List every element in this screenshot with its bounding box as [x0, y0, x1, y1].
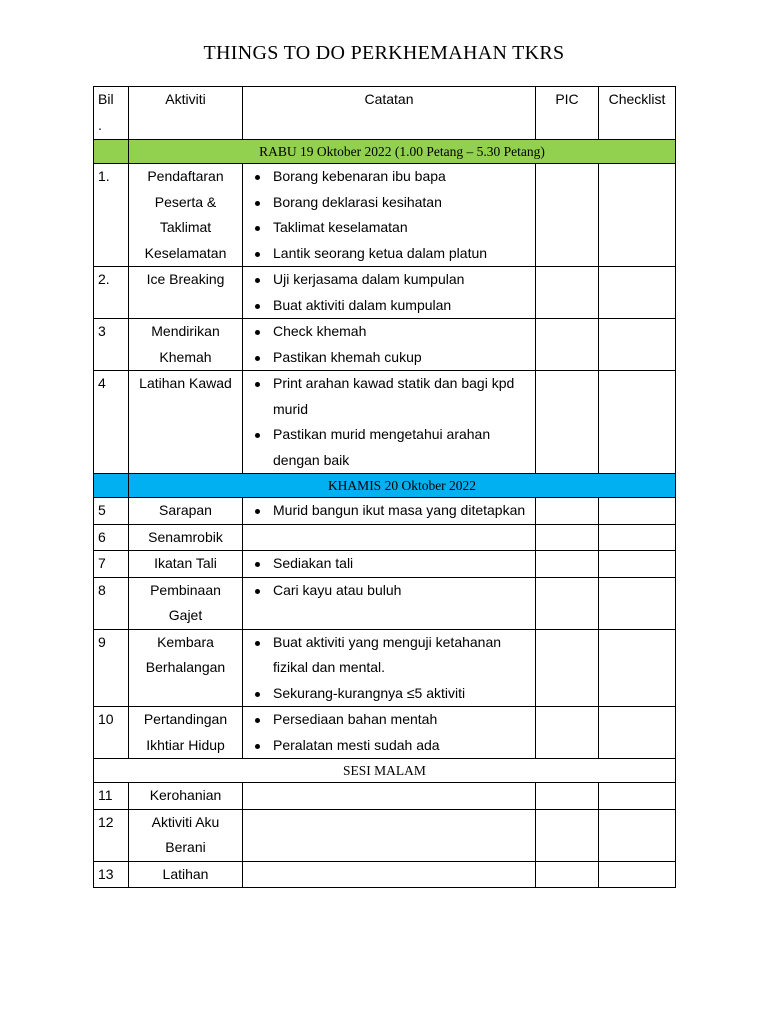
catatan-cell — [243, 783, 536, 810]
catatan-cell — [243, 629, 536, 707]
pic-cell[interactable] — [536, 577, 599, 629]
pic-cell[interactable] — [536, 371, 599, 474]
table-row — [94, 783, 676, 810]
bil-cell: 12 — [94, 809, 129, 861]
pic-cell[interactable] — [536, 319, 599, 371]
checklist-cell[interactable] — [599, 524, 676, 551]
aktiviti-cell: Pembinaan Gajet — [129, 577, 243, 629]
table-row — [94, 371, 676, 474]
header-bil: Bil . — [94, 87, 129, 140]
checklist-cell[interactable] — [599, 164, 676, 267]
section-row-rabu — [94, 140, 676, 164]
header-pic: PIC — [536, 87, 599, 140]
bil-cell: 11 — [94, 783, 129, 810]
catatan-cell — [243, 319, 536, 371]
catatan-list — [247, 498, 531, 524]
table-row — [94, 267, 676, 319]
checklist-cell[interactable] — [599, 551, 676, 578]
aktiviti-cell: Latihan — [129, 861, 243, 888]
catatan-item: Taklimat keselamatan — [247, 215, 531, 241]
checklist-cell[interactable] — [599, 371, 676, 474]
table-header-row — [94, 87, 676, 140]
aktiviti-cell: Senamrobik — [129, 524, 243, 551]
aktiviti-cell: Kembara Berhalangan — [129, 629, 243, 707]
bil-cell: 2. — [94, 267, 129, 319]
pic-cell[interactable] — [536, 551, 599, 578]
aktiviti-cell: Latihan Kawad — [129, 371, 243, 474]
bil-cell: 5 — [94, 498, 129, 525]
catatan-cell — [243, 267, 536, 319]
header-checklist: Checklist — [599, 87, 676, 140]
section-label: SESI MALAM — [94, 759, 676, 783]
catatan-cell — [243, 524, 536, 551]
header-catatan: Catatan — [243, 87, 536, 140]
catatan-list — [247, 630, 531, 707]
catatan-item: Peralatan mesti sudah ada — [247, 733, 531, 759]
catatan-cell — [243, 809, 536, 861]
catatan-item: Pastikan khemah cukup — [247, 345, 531, 371]
pic-cell[interactable] — [536, 164, 599, 267]
table-row — [94, 861, 676, 888]
header-aktiviti: Aktiviti — [129, 87, 243, 140]
catatan-list — [247, 551, 531, 577]
catatan-list — [247, 164, 531, 266]
pic-cell[interactable] — [536, 809, 599, 861]
catatan-item: Sediakan tali — [247, 551, 531, 577]
catatan-list — [247, 371, 531, 473]
table-row — [94, 524, 676, 551]
section-spacer — [94, 474, 129, 498]
catatan-cell — [243, 551, 536, 578]
table-row — [94, 164, 676, 267]
pic-cell[interactable] — [536, 707, 599, 759]
aktiviti-cell: Aktiviti Aku Berani — [129, 809, 243, 861]
bil-cell: 3 — [94, 319, 129, 371]
table-row — [94, 319, 676, 371]
catatan-cell — [243, 707, 536, 759]
catatan-cell — [243, 861, 536, 888]
table-row — [94, 498, 676, 525]
aktiviti-cell: Ikatan Tali — [129, 551, 243, 578]
catatan-list — [247, 267, 531, 318]
checklist-cell[interactable] — [599, 809, 676, 861]
bil-cell: 9 — [94, 629, 129, 707]
catatan-item: Sekurang-kurangnya ≤5 aktiviti — [247, 681, 531, 707]
table-row — [94, 629, 676, 707]
catatan-item: Uji kerjasama dalam kumpulan — [247, 267, 531, 293]
catatan-item: Check khemah — [247, 319, 531, 345]
section-label: RABU 19 Oktober 2022 (1.00 Petang – 5.30 Petang) — [129, 140, 676, 164]
checklist-cell[interactable] — [599, 577, 676, 629]
table-body — [94, 140, 676, 888]
section-spacer — [94, 140, 129, 164]
catatan-item: Buat aktiviti yang menguji ketahanan fizikal dan mental. — [247, 630, 531, 681]
bil-cell: 1. — [94, 164, 129, 267]
catatan-item: Lantik seorang ketua dalam platun — [247, 241, 531, 267]
checklist-cell[interactable] — [599, 707, 676, 759]
catatan-list — [247, 578, 531, 604]
table-row — [94, 577, 676, 629]
pic-cell[interactable] — [536, 524, 599, 551]
pic-cell[interactable] — [536, 861, 599, 888]
aktiviti-cell: Pertandingan Ikhtiar Hidup — [129, 707, 243, 759]
section-row-khamis — [94, 474, 676, 498]
catatan-list — [247, 319, 531, 370]
catatan-item: Borang deklarasi kesihatan — [247, 190, 531, 216]
document-title: THINGS TO DO PERKHEMAHAN TKRS — [203, 42, 565, 64]
activity-table — [93, 86, 676, 888]
bil-cell: 13 — [94, 861, 129, 888]
aktiviti-cell: Mendirikan Khemah — [129, 319, 243, 371]
catatan-item: Pastikan murid mengetahui arahan dengan baik — [247, 422, 531, 473]
catatan-item: Print arahan kawad statik dan bagi kpd murid — [247, 371, 531, 422]
checklist-cell[interactable] — [599, 783, 676, 810]
checklist-cell[interactable] — [599, 629, 676, 707]
checklist-cell[interactable] — [599, 498, 676, 525]
catatan-item: Persediaan bahan mentah — [247, 707, 531, 733]
catatan-cell — [243, 577, 536, 629]
bil-cell: 6 — [94, 524, 129, 551]
aktiviti-cell: Kerohanian — [129, 783, 243, 810]
checklist-cell[interactable] — [599, 861, 676, 888]
pic-cell[interactable] — [536, 498, 599, 525]
pic-cell[interactable] — [536, 629, 599, 707]
catatan-cell — [243, 371, 536, 474]
catatan-item: Borang kebenaran ibu bapa — [247, 164, 531, 190]
pic-cell[interactable] — [536, 783, 599, 810]
catatan-cell — [243, 164, 536, 267]
aktiviti-cell: Pendaftaran Peserta & Taklimat Keselamatan — [129, 164, 243, 267]
catatan-item: Murid bangun ikut masa yang ditetapkan — [247, 498, 531, 524]
table-row — [94, 707, 676, 759]
checklist-cell[interactable] — [599, 267, 676, 319]
aktiviti-cell: Ice Breaking — [129, 267, 243, 319]
catatan-cell — [243, 498, 536, 525]
section-row-malam — [94, 759, 676, 783]
bil-cell: 4 — [94, 371, 129, 474]
bil-cell: 7 — [94, 551, 129, 578]
table-row — [94, 551, 676, 578]
pic-cell[interactable] — [536, 267, 599, 319]
aktiviti-cell: Sarapan — [129, 498, 243, 525]
section-label: KHAMIS 20 Oktober 2022 — [129, 474, 676, 498]
catatan-item: Cari kayu atau buluh — [247, 578, 531, 604]
catatan-list — [247, 707, 531, 758]
bil-cell: 10 — [94, 707, 129, 759]
table-row — [94, 809, 676, 861]
checklist-cell[interactable] — [599, 319, 676, 371]
catatan-item: Buat aktiviti dalam kumpulan — [247, 293, 531, 319]
bil-cell: 8 — [94, 577, 129, 629]
